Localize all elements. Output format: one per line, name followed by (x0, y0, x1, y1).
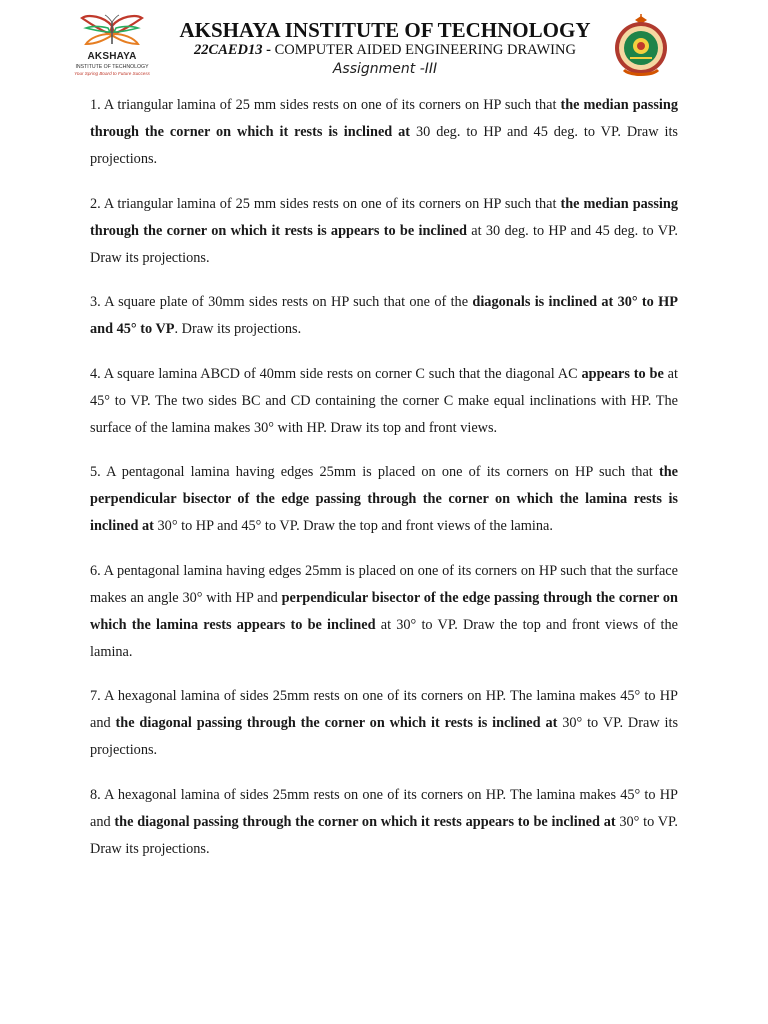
question-emphasis-text: the diagonal passing through the corner on which it rests is inclined at (115, 715, 558, 731)
question-text: 8. A hexagonal lamina of sides 25mm rests on one of its corners on HP. The lamina makes 45° to HP and (90, 786, 678, 830)
university-seal-icon (610, 14, 672, 80)
institute-name: AKSHAYA INSTITUTE OF TECHNOLOGY (179, 18, 591, 42)
question-text: 30 deg. to HP and 45 deg. to VP. Draw its projections. (90, 124, 678, 167)
logo-subtitle-text: INSTITUTE OF TECHNOLOGY (75, 64, 149, 70)
institute-logo (64, 14, 160, 80)
question-item (90, 92, 678, 173)
logo-brand-text: AKSHAYA (87, 51, 137, 62)
course-code: 22CAED13 (194, 42, 263, 58)
question-item (90, 289, 678, 343)
question-item (90, 558, 678, 666)
question-text: 1. A triangular lamina of 25 mm sides rests on one of its corners on HP such that (90, 97, 561, 113)
question-item (90, 782, 678, 863)
question-emphasis-text: appears to be (581, 365, 664, 382)
question-text: 30° to VP. Draw its projections. (90, 715, 679, 758)
question-emphasis-text: the median passing through the corner on which it rests is appears to be inclined (90, 195, 678, 239)
header-titles (170, 18, 600, 79)
course-name: COMPUTER AIDED ENGINEERING DRAWING (274, 42, 576, 58)
question-emphasis-text: the diagonal passing through the corner on which it rests appears to be inclined at (114, 813, 616, 830)
question-emphasis-text: diagonals is inclined at 30° to HP and 45° to VP (90, 294, 678, 337)
assignment-title: Assignment -III (332, 61, 438, 77)
question-text: 3. A square plate of 30mm sides rests on HP such that one of the (90, 294, 473, 310)
question-text: . Draw its projections. (174, 321, 302, 337)
question-text: 6. A pentagonal lamina having edges 25mm is placed on one of its corners on HP such that the surface makes an angle 30° with HP and (90, 562, 678, 606)
question-text: at 30° to VP. Draw the top and front views of the lamina. (90, 616, 678, 660)
question-item (90, 459, 678, 540)
question-item (90, 191, 678, 272)
question-text: 5. A pentagonal lamina having edges 25mm is placed on one of its corners on HP such that (90, 464, 659, 480)
university-seal (610, 14, 672, 80)
course-line (170, 42, 600, 59)
question-list (90, 92, 678, 880)
logo-tagline-text: Your Spring Board to Future Success (74, 71, 150, 76)
question-text: 4. A square lamina ABCD of 40mm side rests on corner C such that the diagonal AC (90, 365, 582, 382)
question-item (90, 683, 678, 764)
question-text: at 45° to VP. The two sides BC and CD containing the corner C make equal inclinations with HP. The surface of the lamina makes 30° with HP. Draw its top and front views. (90, 365, 678, 436)
question-emphasis-text: perpendicular bisector of the edge passing through the corner on which the lamina rests appears to be inclined (90, 589, 678, 633)
question-text: at 30 deg. to HP and 45 deg. to VP. Draw its projections. (90, 222, 678, 266)
course-separator: - (262, 42, 275, 58)
question-text: 7. A hexagonal lamina of sides 25mm rests on one of its corners on HP. The lamina makes 45° to HP and (90, 688, 678, 731)
question-item (90, 361, 678, 442)
page-header (0, 0, 768, 90)
question-text: 30° to VP. Draw its projections. (90, 813, 678, 857)
butterfly-logo-icon (78, 14, 146, 52)
question-text: 30° to HP and 45° to VP. Draw the top and front views of the lamina. (153, 518, 553, 534)
question-text: 2. A triangular lamina of 25 mm sides rests on one of its corners on HP such that (90, 195, 561, 212)
question-emphasis-text: the perpendicular bisector of the edge passing through the corner on which the lamina rests is inclined at (90, 464, 678, 534)
question-emphasis-text: the median passing through the corner on which it rests is inclined at (90, 97, 678, 140)
